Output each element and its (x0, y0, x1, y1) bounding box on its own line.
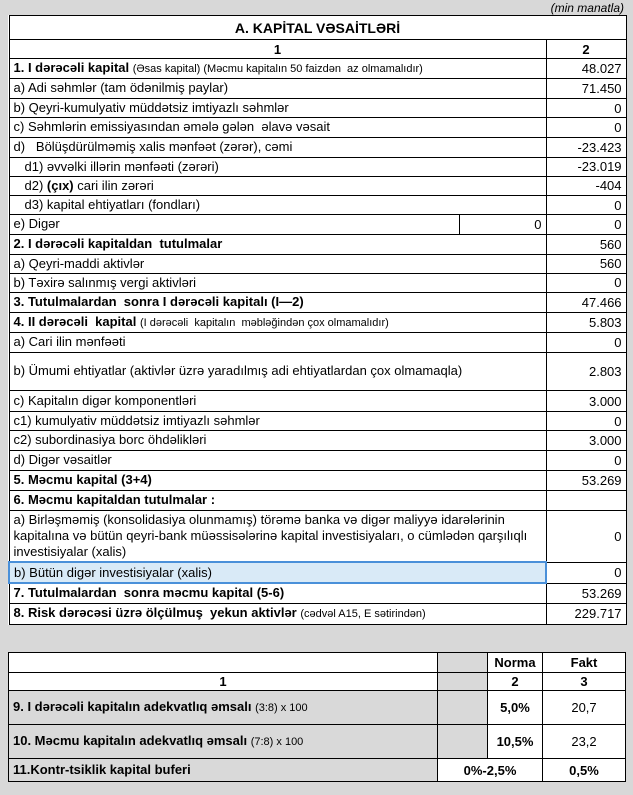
row-label-text: d3) kapital ehtiyatları (fondları) (24, 197, 201, 212)
norma-value-cell[interactable]: 5,0% (488, 691, 543, 725)
row-label[interactable] (9, 603, 546, 624)
value-cell[interactable]: 229.717 (546, 603, 626, 624)
table-row (9, 59, 626, 79)
row-label-text: (çıx) (46, 177, 74, 193)
value-cell[interactable]: 48.027 (546, 59, 626, 79)
column-header-2[interactable]: 2 (546, 40, 626, 59)
table-row (9, 254, 626, 273)
row-label-text: 7. Tutulmalardan sonra məcmu kapital (5-6) (13, 585, 285, 601)
units-note: (min manatla) (550, 1, 624, 15)
value-cell[interactable]: 53.269 (546, 470, 626, 490)
row-label-text: c) Kapitalın digər komponentləri (13, 392, 197, 408)
row-label-text: (cədvəl A15, E sətirindən) (300, 608, 426, 621)
table-row (9, 118, 626, 137)
value-cell[interactable]: 3.000 (546, 391, 626, 412)
value-cell[interactable]: 47.466 (546, 293, 626, 313)
row-label-text: c1) kumulyativ müddətsiz imtiyazlı səhmlər (13, 413, 260, 428)
row-label[interactable] (9, 196, 546, 215)
row-label-text: a) Cari ilin mənfəəti (13, 334, 126, 350)
value-cell[interactable]: 0 (546, 450, 626, 470)
table-row (9, 176, 626, 195)
row-label[interactable] (9, 254, 546, 273)
table-row (9, 450, 626, 470)
selected-row-label[interactable] (9, 562, 546, 583)
table-row (9, 412, 626, 431)
table-title-row (9, 16, 626, 40)
table-row (9, 562, 626, 583)
table-row (9, 234, 626, 254)
value-cell[interactable]: 0 (546, 99, 626, 118)
row-label-text: (Əsas kapital) (Məcmu kapitalın 50 faizdən az olmamalıdır) (132, 63, 423, 76)
table-row (9, 691, 626, 725)
row-label-text: c2) subordinasiya borc öhdəlikləri (13, 432, 207, 448)
row-label-text: a) Qeyri-maddi aktivlər (13, 255, 145, 271)
row-label-text: d) Digər vəsaitlər (13, 451, 112, 467)
row-label[interactable] (9, 118, 546, 137)
fakt-header[interactable]: Fakt (543, 653, 626, 673)
value-cell[interactable]: 0 (546, 215, 626, 234)
row-label-text: 11.Kontr-tsiklik kapital buferi (13, 761, 191, 777)
row-label-text: c) Səhmlərin emissiyasından əmələ gələn əlavə vəsait (13, 119, 330, 135)
value-cell[interactable]: 3.000 (546, 431, 626, 450)
row-label-text: 6. Məcmu kapitaldan tutulmalar : (13, 491, 216, 507)
column-number-1[interactable]: 1 (9, 673, 438, 691)
adequacy-ratios-table (8, 652, 626, 782)
row-label[interactable] (9, 333, 546, 353)
row-label[interactable] (9, 412, 546, 431)
column-header-1[interactable]: 1 (9, 40, 546, 59)
row-label[interactable] (9, 470, 546, 490)
table-row (9, 431, 626, 450)
table-row (9, 673, 626, 691)
row-label[interactable] (9, 293, 546, 313)
table-row (9, 313, 626, 333)
table-row (9, 215, 626, 234)
table-row (9, 725, 626, 759)
row-label-countercyclical-buffer[interactable] (9, 759, 438, 782)
table-row (9, 510, 626, 562)
value-cell[interactable]: 53.269 (546, 583, 626, 603)
table-row (9, 273, 626, 292)
row-label[interactable] (9, 273, 546, 292)
row-label-text: 2. I dərəcəli kapitaldan tutulmalar (13, 235, 223, 251)
row-label[interactable] (9, 353, 546, 391)
value-cell[interactable] (546, 490, 626, 510)
table-row (9, 196, 626, 215)
row-label-text: d) Bölüşdürülməmiş xalis mənfəət (zərər), cəmi (13, 138, 293, 154)
row-label-text: 5. Məcmu kapital (3+4) (13, 471, 152, 487)
fakt-value-cell[interactable]: 20,7 (543, 691, 626, 725)
norma-header[interactable]: Norma (488, 653, 543, 673)
table-row (9, 653, 626, 673)
table-row (9, 353, 626, 391)
row-label-text: 1. I dərəcəli kapital (13, 60, 133, 76)
gap-cell[interactable] (438, 653, 488, 673)
row-label[interactable] (9, 137, 546, 157)
table-row (9, 470, 626, 490)
value-cell[interactable]: 0 (546, 510, 626, 562)
norma-range-cell[interactable]: 0%-2,5% (438, 759, 543, 782)
gap-cell[interactable] (438, 691, 488, 725)
row-label-formula: (3:8) x 100 (255, 702, 308, 715)
row-label-text: b) Ümumi ehtiyatlar (aktivlər üzrə yaradılmış adi ehtiyatlardan çox olmamaqla) (13, 363, 463, 379)
gap-cell[interactable] (438, 725, 488, 759)
row-label-text: 9. I dərəcəli kapitalın adekvatlıq əmsalı (13, 699, 256, 715)
row-label[interactable] (9, 157, 546, 176)
value-cell[interactable]: 2.803 (546, 353, 626, 391)
column-header-row (9, 40, 626, 59)
value-cell[interactable]: 0 (546, 412, 626, 431)
row-label-text: b) Təxirə salınmış vergi aktivləri (13, 274, 197, 290)
row-label[interactable] (9, 176, 546, 195)
row-label-text: b) Bütün digər investisiyalar (xalis) (14, 564, 212, 580)
row-label[interactable] (9, 490, 546, 510)
row-label-text: a) Birləşməmiş (konsolidasiya olunmamış) törəmə banka və digər maliyyə idarələrinin kapitalına və bütün qeyri-bank müəssisələrinə kapital investisiyaları, o cümlədən qarşılıqlı investisiyalar (xalis) (13, 511, 531, 559)
table-row (9, 157, 626, 176)
row-label-tier1-adequacy[interactable] (9, 691, 438, 725)
value-cell[interactable]: 0 (546, 196, 626, 215)
row-label[interactable] (9, 234, 546, 254)
row-label-text: b) Qeyri-kumulyativ müddətsiz imtiyazlı səhmlər (13, 100, 289, 115)
value-cell[interactable]: 560 (546, 234, 626, 254)
table-row (9, 583, 626, 603)
table-row (9, 391, 626, 412)
row-label[interactable] (9, 99, 546, 118)
row-label-text: 8. Risk dərəcəsi üzrə ölçülmuş yekun aktivlər (13, 605, 301, 621)
row-label[interactable] (9, 391, 546, 412)
value-cell[interactable]: 71.450 (546, 79, 626, 99)
fakt-value-cell[interactable]: 23,2 (543, 725, 626, 759)
table-row (9, 137, 626, 157)
column-number-3[interactable]: 3 (543, 673, 626, 691)
norma-value-cell[interactable]: 10,5% (488, 725, 543, 759)
row-label-text: a) Adi səhmlər (tam ödənilmiş paylar) (13, 80, 229, 96)
row-label-text: (I dərəcəli kapitalın məbləğindən çox olmamalıdır) (139, 317, 389, 330)
row-label[interactable] (9, 59, 546, 79)
table-row (9, 333, 626, 353)
gap-cell[interactable] (438, 673, 488, 691)
row-label[interactable] (9, 313, 546, 333)
row-label[interactable] (9, 215, 459, 234)
capital-funds-table (8, 15, 627, 625)
row-label[interactable] (9, 583, 546, 603)
table-row (9, 293, 626, 313)
row-label-total-adequacy[interactable] (9, 725, 438, 759)
value-cell[interactable]: 560 (546, 254, 626, 273)
row-label[interactable] (9, 79, 546, 99)
value-cell[interactable]: -23.019 (546, 157, 626, 176)
row-label-text: 4. II dərəcəli kapital (13, 314, 140, 330)
row-label-text: d1) əvvəlki illərin mənfəəti (zərəri) (24, 158, 219, 174)
table-row (9, 79, 626, 99)
row-label-text: cari ilin zərəri (73, 177, 154, 193)
row-label[interactable] (9, 510, 546, 562)
row-label-text: e) Digər (13, 216, 60, 232)
value-cell[interactable]: -404 (546, 176, 626, 195)
value-cell[interactable]: 0 (546, 118, 626, 137)
value-cell[interactable]: -23.423 (546, 137, 626, 157)
row-label-formula: (7:8) x 100 (250, 736, 304, 749)
extra-value-cell[interactable]: 0 (459, 215, 546, 234)
value-cell[interactable]: 5.803 (546, 313, 626, 333)
table-row (9, 490, 626, 510)
row-label-text: d2) (24, 177, 47, 193)
table-row (9, 603, 626, 624)
row-label[interactable] (9, 450, 546, 470)
value-cell[interactable]: 0 (546, 333, 626, 353)
column-number-2[interactable]: 2 (488, 673, 543, 691)
fakt-value-cell[interactable]: 0,5% (543, 759, 626, 782)
empty-label-cell[interactable] (9, 653, 438, 673)
table-row (9, 759, 626, 782)
value-cell[interactable]: 0 (546, 273, 626, 292)
table-row (9, 99, 626, 118)
row-label-text: 3. Tutulmalardan sonra I dərəcəli kapitalı (I—2) (13, 294, 304, 310)
row-label-text: 10. Məcmu kapitalın adekvatlıq əmsalı (13, 733, 251, 749)
table-title: A. KAPİTAL VƏSAİTLƏRİ (9, 16, 626, 40)
value-cell[interactable]: 0 (546, 562, 626, 583)
row-label[interactable] (9, 431, 546, 450)
